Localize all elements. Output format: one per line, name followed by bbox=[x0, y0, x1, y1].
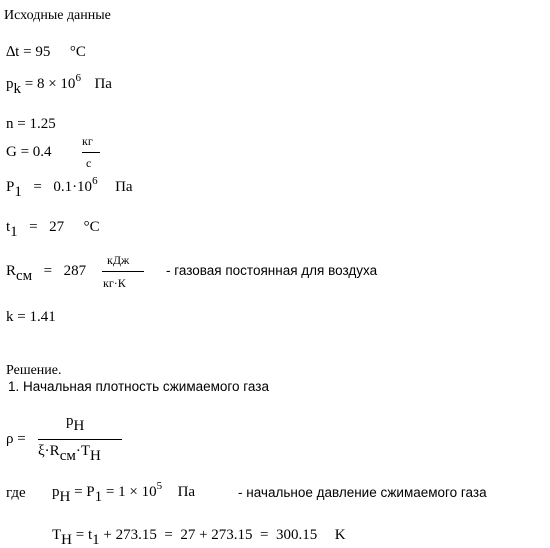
th-base: T bbox=[52, 527, 62, 543]
th-sub1: 1 bbox=[92, 532, 100, 548]
r-eq: = bbox=[43, 263, 53, 279]
where-base: p bbox=[52, 484, 60, 500]
r-fraction-bar bbox=[102, 271, 144, 272]
where-eq: = 1 × 10 bbox=[105, 484, 157, 500]
rho-lhs: ρ = bbox=[6, 431, 26, 447]
t1-unit: °C bbox=[83, 219, 100, 235]
pk-exponent: 6 bbox=[75, 72, 81, 84]
rho-den-sub: см bbox=[59, 448, 76, 464]
r-row bbox=[6, 263, 87, 284]
th-eq: = t bbox=[75, 527, 93, 543]
pk-base: p bbox=[6, 76, 14, 92]
r-den: кг·К bbox=[103, 276, 126, 290]
th-row bbox=[52, 527, 346, 548]
delta-t-value: 95 bbox=[35, 44, 51, 60]
where-sub1: 1 bbox=[94, 489, 103, 505]
p1-row bbox=[6, 175, 133, 200]
p1-base: P bbox=[6, 179, 15, 195]
delta-t-eq: = bbox=[23, 44, 32, 60]
t1-sub: 1 bbox=[10, 224, 18, 240]
g-fraction-bar bbox=[82, 152, 100, 153]
p1-sub: 1 bbox=[14, 184, 22, 200]
p1-eq: = bbox=[33, 179, 42, 195]
pk-eq: = bbox=[24, 76, 34, 92]
rho-num-sub: H bbox=[73, 418, 85, 434]
where-label: где bbox=[6, 485, 26, 501]
n-row: n = 1.25 bbox=[6, 116, 56, 132]
rho-fraction-bar bbox=[38, 439, 122, 440]
where-unit: Па bbox=[177, 484, 196, 500]
t1-base: t bbox=[6, 219, 11, 235]
where-note: - начальное давление сжимаемого газа bbox=[238, 485, 487, 500]
r-base: R bbox=[6, 263, 17, 279]
page-title: Исходные данные bbox=[4, 8, 111, 23]
r-num: кДж bbox=[107, 253, 130, 267]
r-note: - газовая постоянная для воздуха bbox=[166, 263, 378, 278]
rho-den-b: ·T bbox=[75, 443, 91, 459]
rho-den-a: ξ·R bbox=[38, 443, 60, 459]
pk-mantissa: 8 × 10 bbox=[36, 76, 76, 92]
t1-eq: = bbox=[29, 219, 38, 235]
where-formula bbox=[52, 480, 196, 505]
step-1-title: 1. Начальная плотность сжимаемого газа bbox=[8, 379, 269, 394]
solution-title: Решение. bbox=[6, 363, 62, 378]
rho-num-base: p bbox=[66, 413, 74, 429]
k-row: k = 1.41 bbox=[6, 309, 56, 325]
r-value: 287 bbox=[63, 263, 87, 279]
where-exponent: 5 bbox=[156, 480, 163, 492]
delta-t-symbol: ∆t bbox=[6, 44, 20, 60]
where-sub: H bbox=[59, 489, 71, 505]
rho-den-sub2: H bbox=[90, 448, 101, 464]
pk-sub: k bbox=[13, 81, 21, 97]
g-num: кг bbox=[82, 134, 93, 148]
th-unit: K bbox=[334, 527, 346, 543]
pk-row bbox=[6, 72, 112, 97]
p1-unit: Па bbox=[115, 179, 133, 195]
p1-mantissa: 0.1·10 bbox=[53, 179, 93, 195]
delta-t-row bbox=[6, 45, 86, 60]
where-mid: = P bbox=[74, 484, 95, 500]
p1-exponent: 6 bbox=[92, 175, 98, 187]
g-lhs: G = 0.4 bbox=[6, 144, 52, 160]
pk-unit: Па bbox=[94, 76, 112, 92]
delta-t-unit: °C bbox=[69, 44, 86, 60]
t1-value: 27 bbox=[49, 219, 65, 235]
th-sub: H bbox=[61, 532, 73, 548]
g-den: с bbox=[86, 156, 92, 170]
t1-row bbox=[6, 219, 100, 240]
r-sub: см bbox=[16, 268, 33, 284]
rho-num bbox=[66, 413, 85, 434]
th-rest: + 273.15 = 27 + 273.15 = 300.15 bbox=[103, 527, 318, 543]
rho-den bbox=[38, 443, 101, 464]
